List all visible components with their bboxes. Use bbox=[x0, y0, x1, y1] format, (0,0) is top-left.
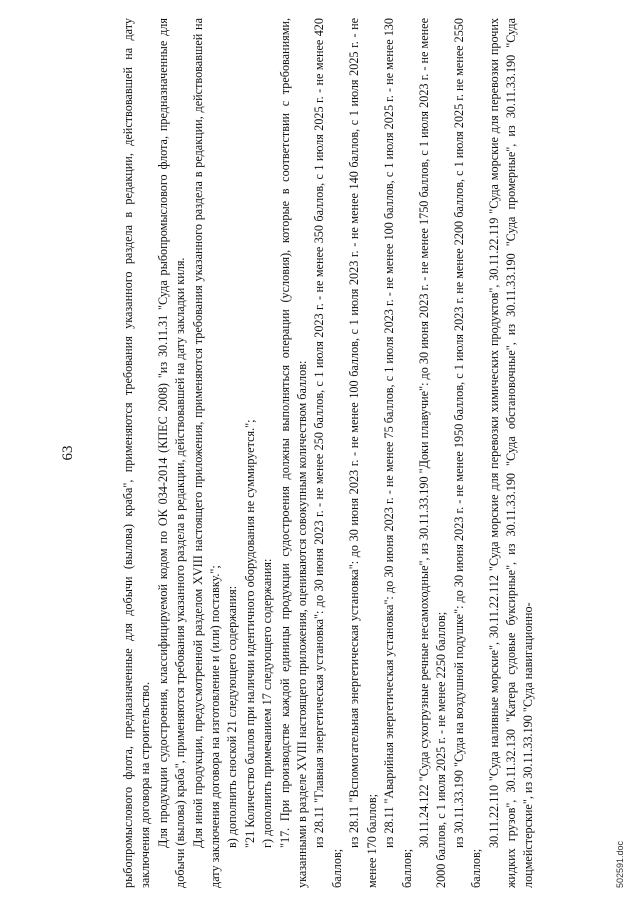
paragraph: Для иной продукции, предусмотренной разделом XVIII настоящего приложения, применяются требования указанного раздела в редакции, действовавшей на дату заключения договора на изготовление и (или) поставку."; bbox=[190, 17, 223, 888]
paragraph: "17. При производстве каждой единицы продукции судостроения должны выполняться операции (условия), которые в соответствии с требованиями, указанными в разделе XVIII настоящего приложения, оцениваются совокупным количеством баллов: bbox=[277, 17, 310, 888]
document-body bbox=[120, 18, 538, 888]
paragraph: рыбопромыслового флота, предназначенные для добычи (вылова) краба", применяются требования указанного раздела в редакции, действовавшей на дату заключения договора на строительство. bbox=[121, 17, 153, 888]
paragraph: г) дополнить примечанием 17 следующего содержания: bbox=[260, 558, 275, 848]
paragraph: в) дополнить сноской 21 следующего содержания: bbox=[225, 585, 240, 848]
paragraph: 30.11.24.122 "Суда сухогрузные речные несамоходные", из 30.11.33.190 "Доки плавучие": до 30 июня 2023 г. - не менее 1750 баллов, с 1 июля 2023 г. - не менее 2000 баллов, с 1 июля 2025 г. - не менее 2250 баллов; bbox=[416, 17, 449, 888]
paragraph: из 28.11 "Аварийная энергетическая установка": до 30 июня 2023 г. - не менее 75 баллов, с 1 июля 2023 г. - не менее 100 баллов, с 1 июля 2025 г. - не менее 130 баллов; bbox=[382, 17, 414, 888]
paragraph: "21 Количество баллов при наличии идентичного оборудования не суммируется."; bbox=[242, 419, 257, 848]
paragraph: Для продукции судостроения, классифицируемой кодом по ОК 034-2014 (КПЕС 2008) "из 30.11.31 "Суда рыбопромыслового флота, предназначенные для добычи (вылова) краба", применяются требования указанного раздела в редакции, действовавшей на дату закладки киля. bbox=[155, 17, 188, 888]
rotated-page-content bbox=[60, 17, 625, 888]
paragraph: из 30.11.33.190 "Суда на воздушной подушке": до 30 июня 2023 г. - не менее 1950 баллов, с 1 июля 2023 г. не менее 2200 баллов, с 1 июля 2025 г. не менее 2550 баллов; bbox=[451, 17, 484, 888]
page-number: 63 bbox=[60, 445, 76, 460]
paragraph: из 28.11 "Вспомогательная энергетическая установка": до 30 июня 2023 г. - не менее 100 баллов, с 1 июля 2023 г. - не менее 140 баллов, с 1 июля 2025 г. - не менее 170 баллов; bbox=[347, 17, 379, 888]
file-label: 502591.doc bbox=[615, 840, 625, 888]
paragraph: из 28.11 "Главная энергетическая установка": до 30 июня 2023 г. - не менее 250 баллов, с 1 июля 2023 г. - не менее 350 баллов, с 1 июля 2025 г. - не менее 420 баллов; bbox=[312, 17, 344, 888]
paragraph: 30.11.22.110 "Суда наливные морские", 30.11.22.112 "Суда морские для перевозки химических продуктов", 30.11.22.119 "Суда морские для перевозки прочих жидких грузов", 30.11.32.130 "Катера судовые буксирные", из 30.11.33.190 "Суда обстановочные", из 30.11.33.190 "Суда промерные", из 30.11.33.190 "Суда лоцмейстерские", из 30.11.33.190 "Суда навигационно- bbox=[486, 17, 536, 888]
